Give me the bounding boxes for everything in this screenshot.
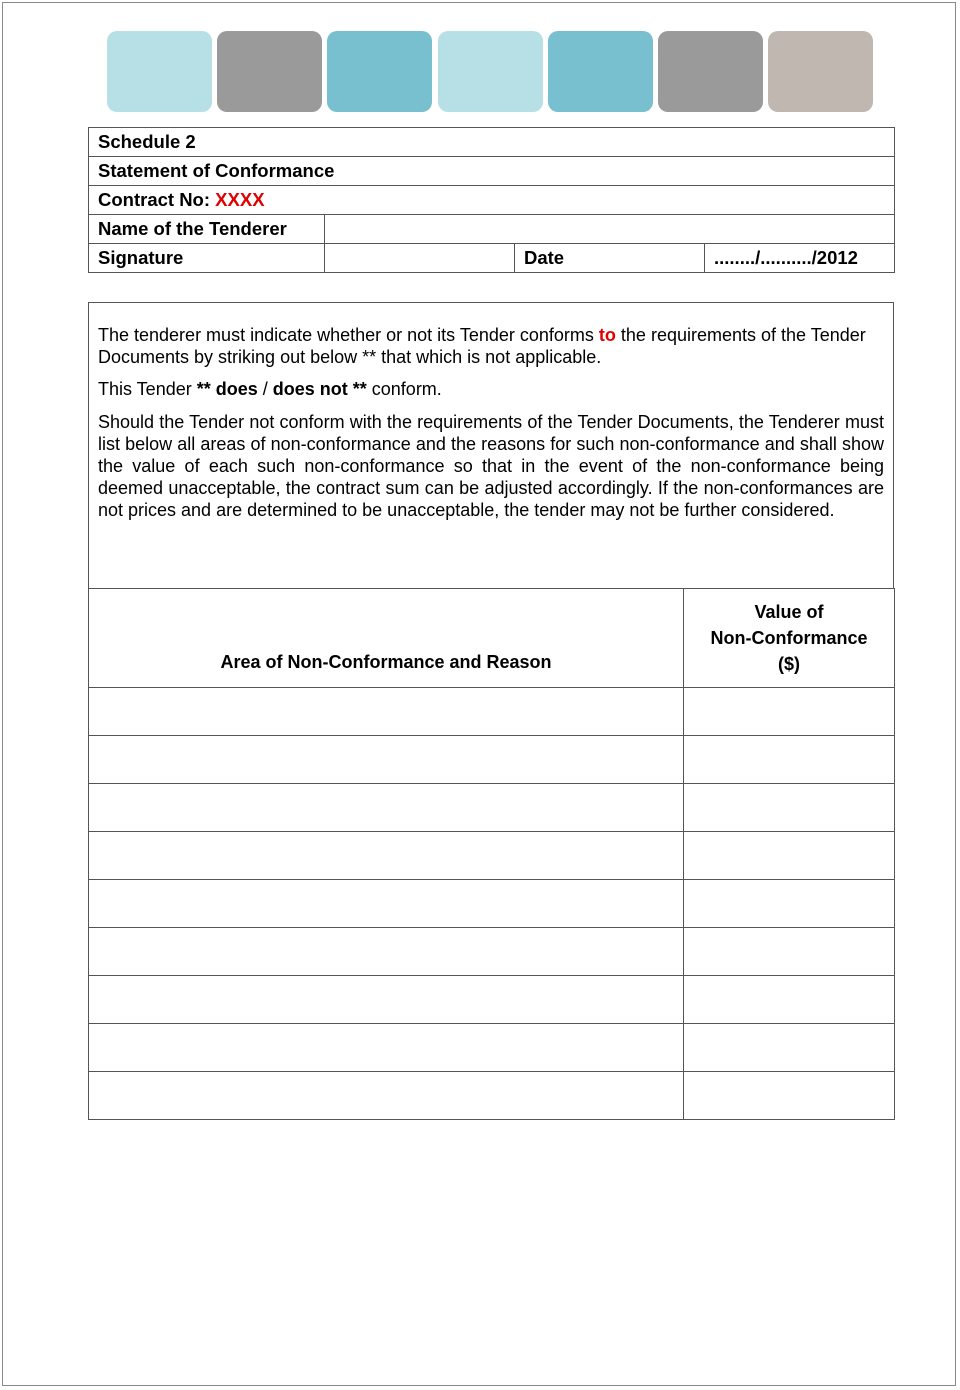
area-cell[interactable] [89,736,684,784]
conform-text: conform. [366,379,442,399]
table-row [89,1024,895,1072]
table-row [89,880,895,928]
statement-title: Statement of Conformance [89,157,895,186]
header-table [88,127,895,273]
does-option[interactable]: ** does [196,379,258,399]
value-cell[interactable] [684,832,895,880]
table-row [89,736,895,784]
instruction-highlight: to [598,325,616,345]
decor-tab [217,31,322,112]
area-cell[interactable] [89,832,684,880]
conformance-statement [98,378,884,400]
area-cell[interactable] [89,976,684,1024]
does-not-option[interactable]: does not ** [272,379,367,399]
value-cell[interactable] [684,976,895,1024]
value-cell[interactable] [684,688,895,736]
instruction-text: The tenderer must indicate whether or not its Tender conforms [98,325,599,345]
document-page [2,2,956,1386]
value-cell[interactable] [684,880,895,928]
instructions-box [88,302,894,589]
instruction-text: the requirements of the Tender Documents by striking out below ** that which is not applicable. [98,325,866,367]
conform-text: This Tender [98,379,197,399]
signature-label: Signature [89,244,325,273]
table-row [89,688,895,736]
area-column-header: Area of Non-Conformance and Reason [89,589,684,688]
area-cell[interactable] [89,688,684,736]
contract-no-value: XXXX [215,189,265,210]
table-row [89,832,895,880]
value-cell[interactable] [684,928,895,976]
schedule-title: Schedule 2 [89,128,895,157]
decor-tab [438,31,543,112]
area-cell[interactable] [89,1024,684,1072]
table-row [89,784,895,832]
instruction-paragraph-3: Should the Tender not conform with the requirements of the Tender Documents, the Tenderer must list below all areas of non-conformance and the reasons for such non-conformance and shall show the value of each such non-conformance so that in the event of the non-conformance being deemed unacceptable, the contract sum can be adjusted accordingly. If the non-conformances are not prices and are determined to be unacceptable, the tender may not be further considered. [98,412,884,520]
area-cell[interactable] [89,1072,684,1120]
value-header-line: Value of [754,602,824,622]
instruction-paragraph-1 [98,324,884,368]
decor-tab [327,31,432,112]
tenderer-name-label: Name of the Tenderer [89,215,325,244]
area-cell[interactable] [89,880,684,928]
table-row [89,1072,895,1120]
value-cell[interactable] [684,784,895,832]
decor-tab [658,31,763,112]
decor-tab [768,31,873,112]
value-cell[interactable] [684,1072,895,1120]
contract-no-label: Contract No: [98,189,216,210]
value-column-header [684,589,895,688]
date-field[interactable]: ......../........../2012 [705,244,895,273]
non-conformance-rows [89,688,895,1120]
non-conformance-table [88,588,895,1120]
conform-separator: / [257,379,273,399]
decor-tab [548,31,653,112]
contract-no-row [89,186,895,215]
tenderer-name-field[interactable] [325,215,895,244]
area-cell[interactable] [89,784,684,832]
value-header-line: Non-Conformance [710,628,868,648]
area-cell[interactable] [89,928,684,976]
value-cell[interactable] [684,736,895,784]
value-cell[interactable] [684,1024,895,1072]
signature-field[interactable] [325,244,515,273]
decorative-tab-strip [107,31,877,113]
value-header-line: ($) [778,654,800,674]
date-label: Date [515,244,705,273]
decor-tab [107,31,212,112]
table-row [89,976,895,1024]
table-row [89,928,895,976]
